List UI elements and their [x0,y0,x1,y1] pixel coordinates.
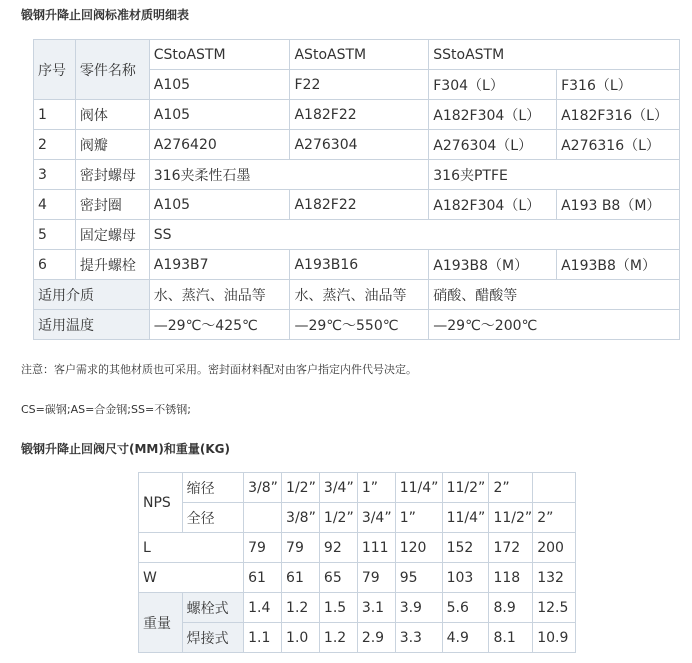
header-cell: A105 [149,70,290,100]
table-cell: A193B16 [290,250,429,280]
table-cell: A276316（L） [557,130,680,160]
table-cell: 200 [533,533,576,563]
table-cell: 1.2 [319,623,357,653]
table-cell: 水、蒸汽、油品等 [290,280,429,310]
table-row [139,593,576,623]
table-cell: 118 [489,563,533,593]
table-cell: A276304 [290,130,429,160]
table-cell: NPS [139,473,183,533]
table-cell: 2” [533,503,576,533]
table-row [139,623,576,653]
table-cell: 密封圈 [75,190,149,220]
table-row [34,190,680,220]
table-cell: 11/4” [442,503,489,533]
table-cell: A105 [149,190,290,220]
header-cell: 序号 [34,40,76,100]
table-cell: L [139,533,244,563]
table-cell: 10.9 [533,623,576,653]
table-cell: 3 [34,160,76,190]
table-cell: 11/4” [395,473,442,503]
table-cell: 3/4” [357,503,395,533]
table-cell: 92 [319,533,357,563]
table-cell: 79 [357,563,395,593]
table-row [139,473,576,503]
table-cell: 103 [442,563,489,593]
table-row [34,250,680,280]
dimension-table [138,472,576,653]
table-row [34,160,680,190]
table-cell: 3.3 [395,623,442,653]
table-cell: SS [149,220,679,250]
table-cell: 95 [395,563,442,593]
table-cell: 3/8” [282,503,320,533]
table-cell: 1/2” [319,503,357,533]
table-cell: W [139,563,244,593]
table-cell: 111 [357,533,395,563]
table-cell: 焊接式 [182,623,244,653]
table-row [139,503,576,533]
table-cell: 固定螺母 [75,220,149,250]
table-cell: 螺栓式 [182,593,244,623]
material-table [33,39,680,340]
table-cell: 1 [34,100,76,130]
table-cell: 65 [319,563,357,593]
table-cell: A276304（L） [429,130,557,160]
table-cell: A182F22 [290,190,429,220]
header-cell: 零件名称 [75,40,149,100]
table-cell [533,473,576,503]
header-cell: SStoASTM [429,40,680,70]
table-cell: 132 [533,563,576,593]
table-cell: 11/2” [442,473,489,503]
table-cell: 阀体 [75,100,149,130]
material-table-heading: 锻钢升降止回阀标准材质明细表 [21,8,190,22]
table-cell: A105 [149,100,290,130]
table-row [34,100,680,130]
table-cell: 3/8” [244,473,282,503]
table-cell: 提升螺栓 [75,250,149,280]
table-row [34,130,680,160]
table-cell [244,503,282,533]
table-cell: 4.9 [442,623,489,653]
table-cell: 3/4” [319,473,357,503]
table-row [139,533,576,563]
dimension-table-heading: 锻钢升降止回阀尺寸(MM)和重量(KG) [21,442,230,456]
table-cell: 4 [34,190,76,220]
table-row [139,563,576,593]
table-cell: 152 [442,533,489,563]
table-cell: 3.9 [395,593,442,623]
table-cell: A182F22 [290,100,429,130]
table-row [34,40,680,70]
table-cell: 1.1 [244,623,282,653]
table-cell: 硝酸、醋酸等 [429,280,680,310]
table-cell: —29℃～200℃ [429,310,680,340]
header-cell: F304（L） [429,70,557,100]
table-cell: 1” [357,473,395,503]
table-row [34,280,680,310]
table-cell: 1.5 [319,593,357,623]
table-cell: 1/2” [282,473,320,503]
table-row [34,220,680,250]
table-cell: 6 [34,250,76,280]
table-cell: A193 B8（M） [557,190,680,220]
table-cell: 1” [395,503,442,533]
table-cell: 阀瓣 [75,130,149,160]
table-cell: A193B8（M） [557,250,680,280]
table-cell: 重量 [139,593,183,653]
table-cell: 缩径 [182,473,244,503]
header-cell: AStoASTM [290,40,429,70]
material-note: 注意：客户需求的其他材质也可采用。密封面材料配对由客户指定内件代号决定。 [21,363,417,376]
table-cell: 12.5 [533,593,576,623]
table-cell: A182F304（L） [429,190,557,220]
table-cell: 2 [34,130,76,160]
material-legend: CS=碳钢;AS=合金钢;SS=不锈钢; [21,403,191,416]
table-cell: 316夹PTFE [429,160,680,190]
table-cell: 5 [34,220,76,250]
table-cell: 172 [489,533,533,563]
table-cell: 3.1 [357,593,395,623]
table-cell: —29℃～425℃ [149,310,290,340]
table-cell: 316夹柔性石墨 [149,160,429,190]
table-cell: 1.0 [282,623,320,653]
table-cell: 79 [282,533,320,563]
table-cell: A182F316（L） [557,100,680,130]
table-cell: 2” [489,473,533,503]
table-cell: —29℃～550℃ [290,310,429,340]
header-cell: F316（L） [557,70,680,100]
table-cell: 8.1 [489,623,533,653]
table-cell: 1.2 [282,593,320,623]
table-cell: A276420 [149,130,290,160]
table-cell: 61 [282,563,320,593]
table-cell: 79 [244,533,282,563]
table-cell: 2.9 [357,623,395,653]
header-cell: F22 [290,70,429,100]
table-cell: 适用介质 [34,280,150,310]
table-cell: A193B7 [149,250,290,280]
table-cell: 8.9 [489,593,533,623]
table-cell: 5.6 [442,593,489,623]
table-cell: 水、蒸汽、油品等 [149,280,290,310]
table-cell: 密封螺母 [75,160,149,190]
table-cell: 适用温度 [34,310,150,340]
table-cell: A182F304（L） [429,100,557,130]
table-cell: 1.4 [244,593,282,623]
table-cell: A193B8（M） [429,250,557,280]
table-cell: 全径 [182,503,244,533]
table-cell: 11/2” [489,503,533,533]
table-row [34,310,680,340]
table-cell: 120 [395,533,442,563]
header-cell: CStoASTM [149,40,290,70]
table-cell: 61 [244,563,282,593]
